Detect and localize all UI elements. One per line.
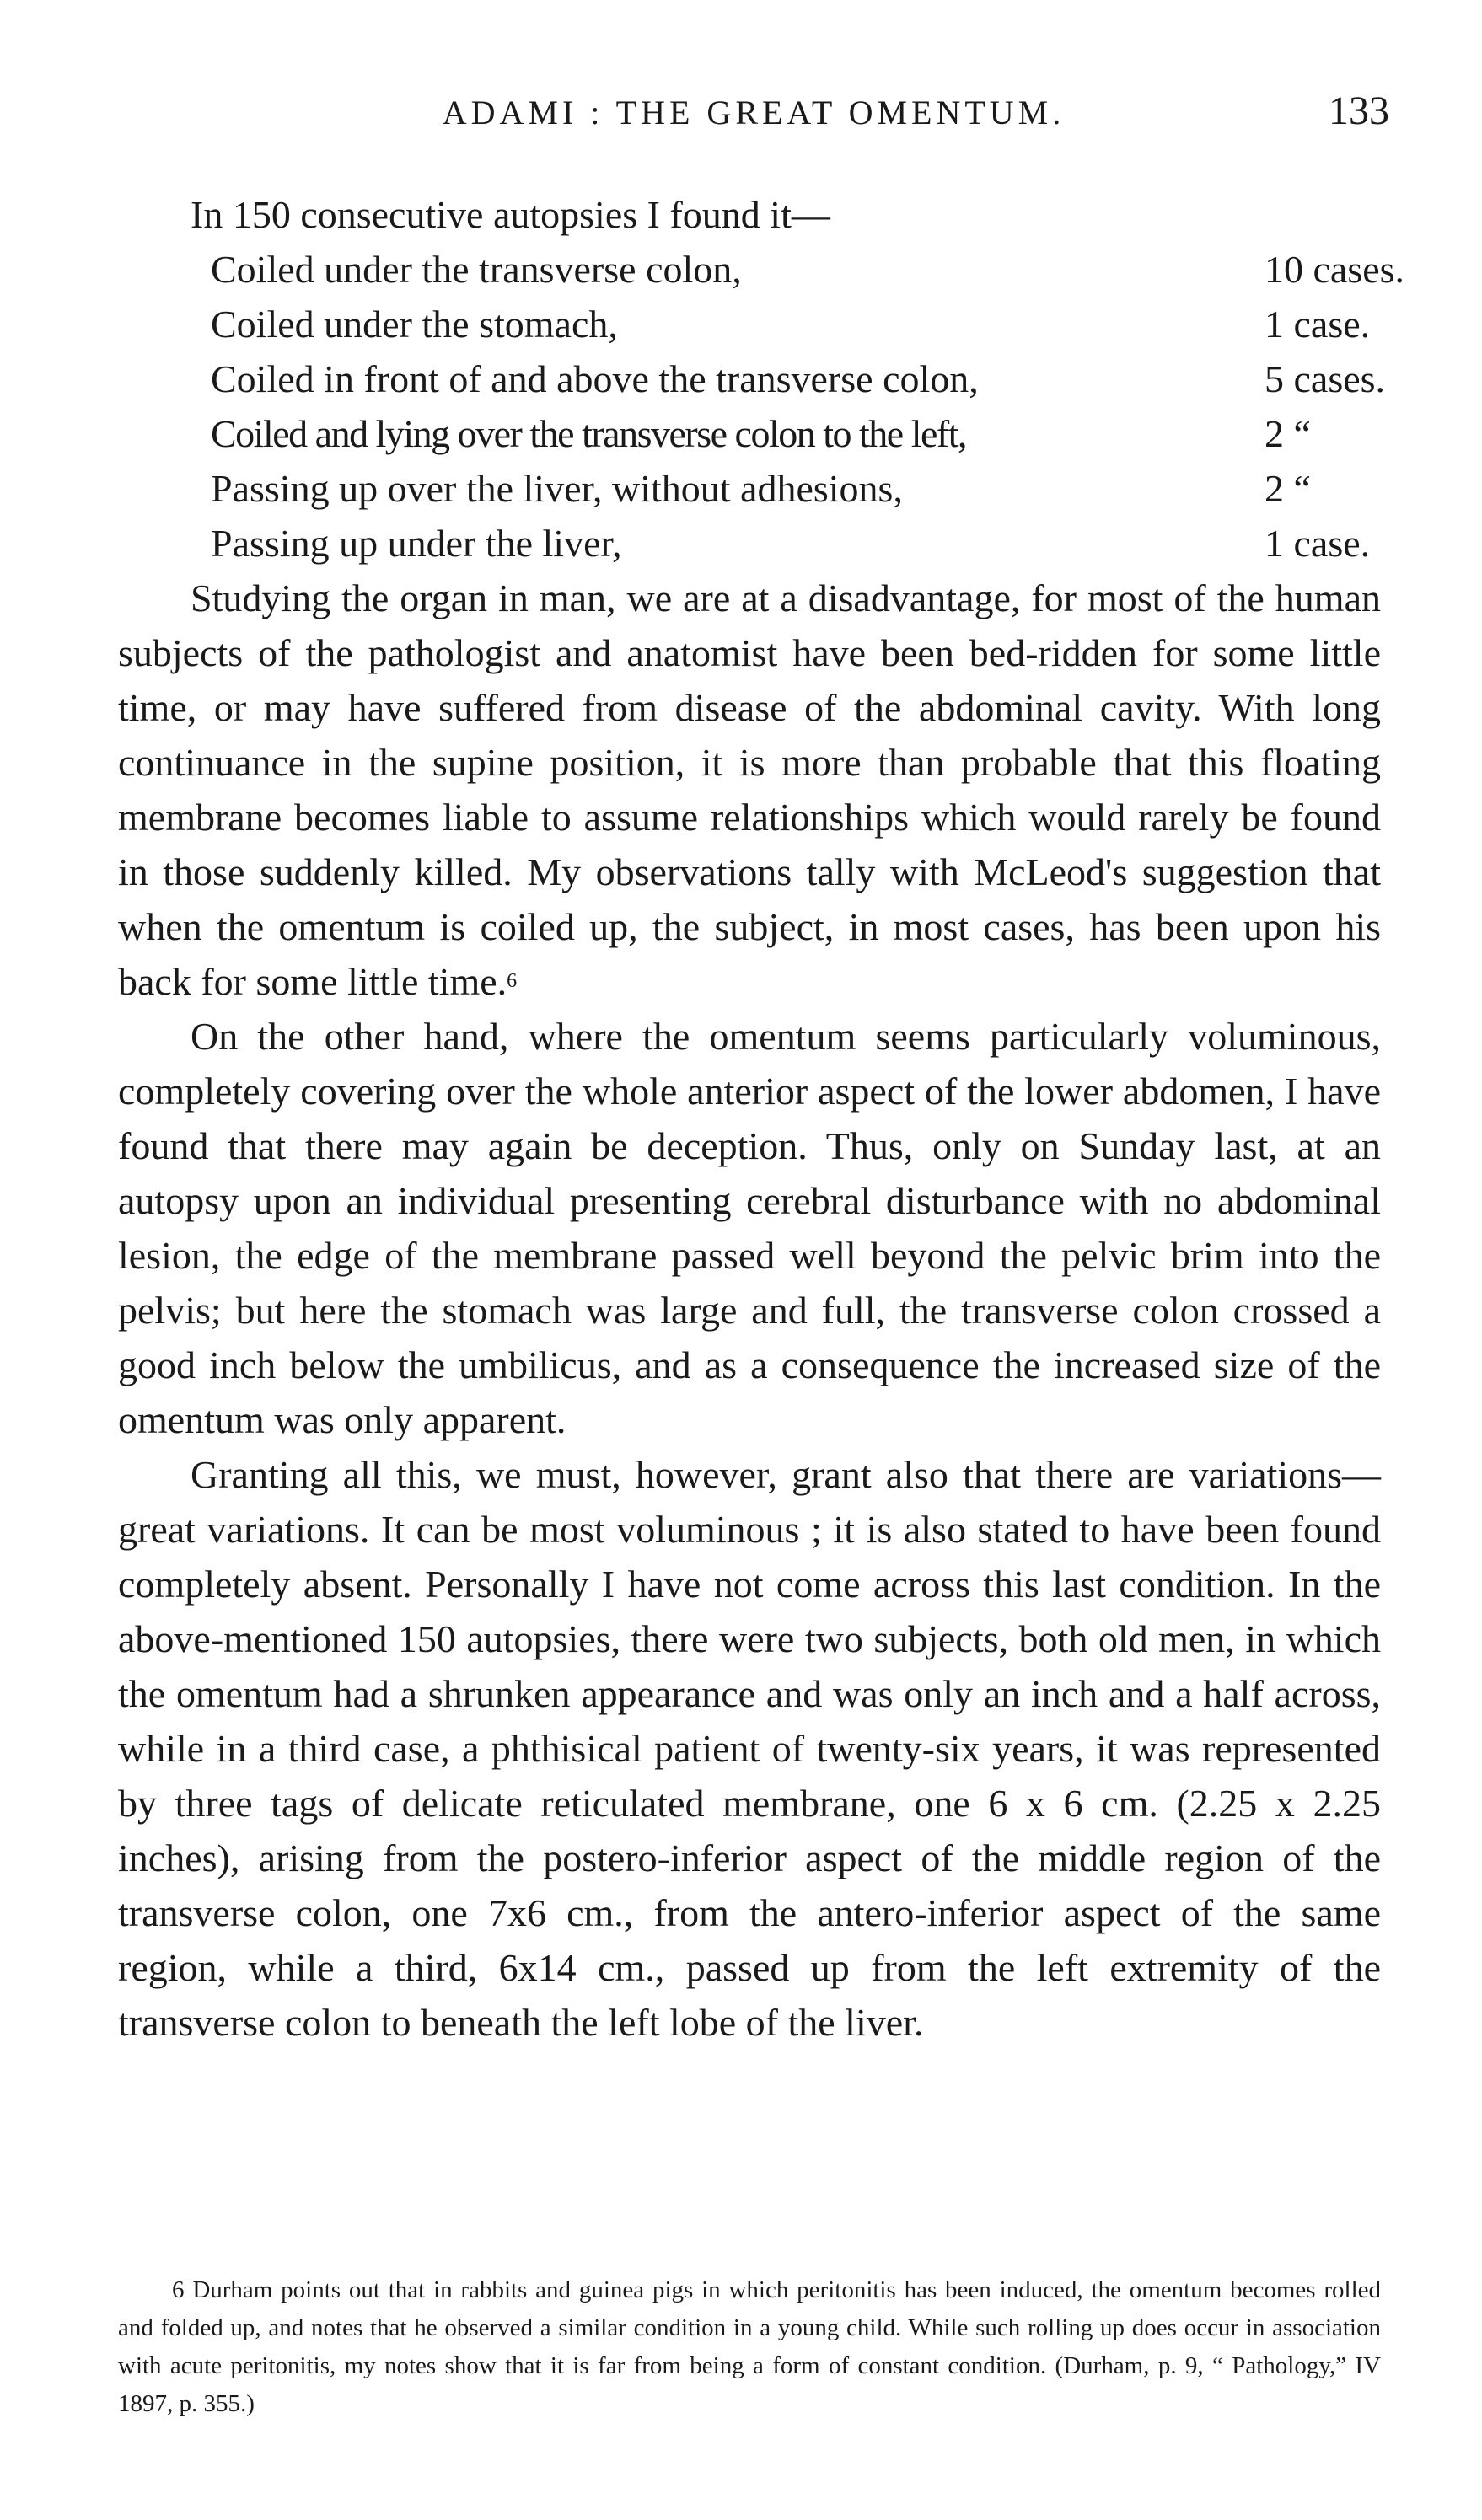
paragraph-granting: Granting all this, we must, however, grant also that there are variations—great variations. It can be most voluminous ; it is also stated to have been found completely absent. Personally I have not come across this last condition. In the above-mentioned 150 autopsies, there were two subjects, both old men, in which the omentum had a shrunken appearance and was only an inch and a half across, while in a third case, a phthisical patient of twenty-six years, it was represented by three tags of delicate reticulated membrane, one 6 x 6 cm. (2.25 x 2.25 inches), arising from the postero-inferior aspect of the middle region of the transverse colon, one 7x6 cm., from the antero-inferior aspect of the same region, while a third, 6x14 cm., passed up from the left extremity of the transverse colon to beneath the left lobe of the liver. (118, 1453, 1381, 2044)
footnote-reference[interactable]: 6 (507, 970, 518, 992)
case-count: 2 “ (1265, 467, 1311, 510)
case-count: 2 “ (1265, 412, 1311, 455)
case-description: Coiled under the transverse colon, (211, 248, 742, 291)
running-head-title: ADAMI : THE GREAT OMENTUM. (442, 94, 1066, 131)
case-row (211, 351, 1386, 406)
running-head (118, 88, 1389, 138)
paragraph-other-hand: On the other hand, where the omentum seems particularly voluminous, completely covering over the whole anterior aspect of the lower abdomen, I have found that there may again be deception. Thus, only on Sunday last, at an autopsy upon an individual presenting cerebral disturbance with no abdominal lesion, the edge of the membrane passed well beyond the pelvic brim into the pelvis; but here the stomach was large and full, the transverse colon crossed a good inch below the umbilicus, and as a consequence the increased size of the omentum was only apparent. (118, 1015, 1381, 1441)
case-list (118, 242, 1405, 571)
case-row (211, 297, 1381, 351)
page-number: 133 (1329, 88, 1389, 133)
case-description: Coiled in front of and above the transverse colon, (211, 357, 979, 400)
cases-intro: In 150 consecutive autopsies I found it— (191, 193, 830, 236)
case-row (211, 406, 1381, 461)
case-count: 5 cases. (1265, 357, 1386, 400)
case-count: 1 case. (1265, 303, 1371, 346)
footnote (118, 2271, 1381, 2423)
case-description: Passing up over the liver, without adhesions, (211, 467, 903, 510)
paragraph-studying (118, 571, 1381, 1009)
case-row (211, 461, 1381, 516)
body-text (118, 187, 1405, 2050)
footnote-text: 6 Durham points out that in rabbits and guinea pigs in which peritonitis has been induced, the omentum becomes rolled and folded up, and notes that he observed a similar condition in a young child. While such rolling up does occur in association with acute peritonitis, my notes show that it is far from being a form of constant condition. (Durham, p. 9, “ Pathology,” IV 1897, p. 355.) (118, 2276, 1381, 2417)
case-row (211, 242, 1405, 297)
paragraph-text: Studying the organ in man, we are at a disadvantage, for most of the human subjects of the pathologist and anatomist have been bed-ridden for some little time, or may have suffered from disease of the abdominal cavity. With long continuance in the supine position, it is more than probable that this floating membrane becomes liable to assume relationships which would rarely be found in those suddenly killed. My observations tally with McLeod's suggestion that when the omentum is coiled up, the subject, in most cases, has been upon his back for some little time. (118, 576, 1381, 1003)
case-row (211, 516, 1381, 571)
case-description: Passing up under the liver, (211, 522, 622, 565)
case-description: Coiled and lying over the transverse colon to the left, (211, 412, 967, 455)
case-count: 10 cases. (1265, 248, 1405, 291)
case-description: Coiled under the stomach, (211, 303, 618, 346)
case-count: 1 case. (1265, 522, 1371, 565)
